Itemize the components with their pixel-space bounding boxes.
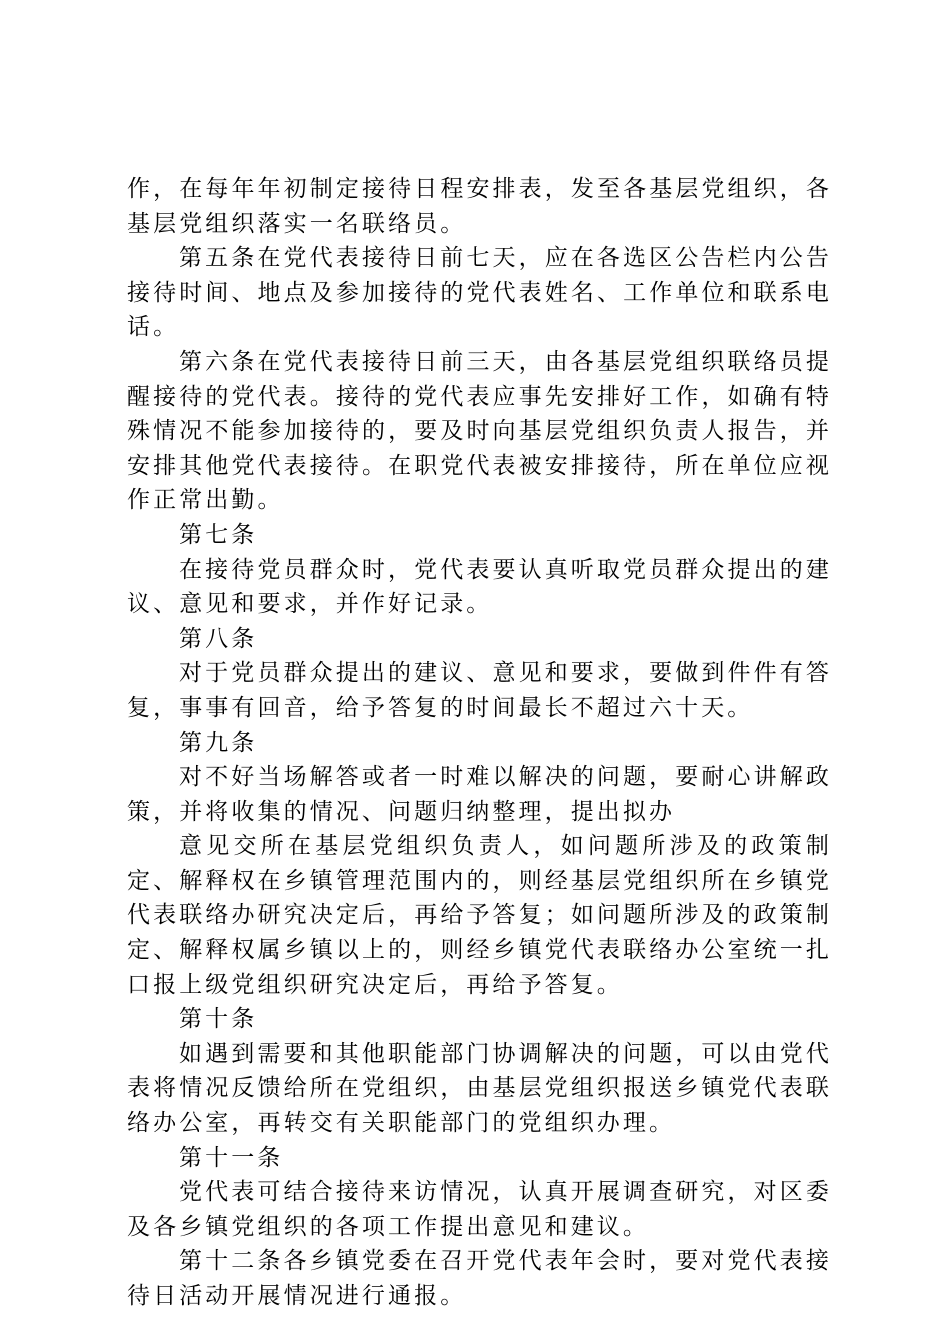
paragraph-article-5: 第五条在党代表接待日前七天，应在各选区公告栏内公告接待时间、地点及参加接待的党代表姓名、工作单位和联系电话。 (127, 245, 832, 341)
paragraph-article-12: 第十二条各乡镇党委在召开党代表年会时，要对党代表接待日活动开展情况进行通报。 (127, 1248, 832, 1309)
heading-article-9: 第九条 (179, 729, 258, 756)
heading-article-11: 第十一条 (179, 1144, 284, 1171)
heading-article-8: 第八条 (179, 625, 258, 652)
paragraph-article-10-body: 如遇到需要和其他职能部门协调解决的问题，可以由党代表将情况反馈给所在党组织，由基层党组织报送乡镇党代表联络办公室，再转交有关职能部门的党组织办理。 (127, 1040, 832, 1137)
paragraph-continuation: 作，在每年年初制定接待日程安排表，发至各基层党组织，各基层党组织落实一名联络员。 (127, 176, 832, 237)
paragraph-article-9-continued: 意见交所在基层党组织负责人，如问题所涉及的政策制定、解释权在乡镇管理范围内的，则经基层党组织所在乡镇党代表联络办研究决定后，再给予答复；如问题所涉及的政策制定、解释权属乡镇以上的，则经乡镇党代表联络办公室统一扎口报上级党组织研究决定后，再给予答复。 (127, 833, 832, 998)
paragraph-article-6: 第六条在党代表接待日前三天，由各基层党组织联络员提醒接待的党代表。接待的党代表应事先安排好工作，如确有特殊情况不能参加接待的，要及时向基层党组织负责人报告，并安排其他党代表接待。在职党代表被安排接待，所在单位应视作正常出勤。 (127, 348, 832, 514)
paragraph-article-11-body: 党代表可结合接待来访情况，认真开展调查研究，对区委及各乡镇党组织的各项工作提出意见和建议。 (127, 1179, 832, 1240)
paragraph-article-9-body: 对不好当场解答或者一时难以解决的问题，要耐心讲解政策，并将收集的情况、问题归纳整理，提出拟办 (127, 764, 832, 825)
heading-article-10: 第十条 (179, 1006, 258, 1033)
paragraph-article-8-body: 对于党员群众提出的建议、意见和要求，要做到件件有答复，事事有回音，给予答复的时间最长不超过六十天。 (127, 660, 832, 721)
heading-article-7: 第七条 (179, 521, 258, 548)
paragraph-article-7-body: 在接待党员群众时，党代表要认真听取党员群众提出的建议、意见和要求，并作好记录。 (127, 556, 832, 618)
document-body (127, 172, 832, 1314)
